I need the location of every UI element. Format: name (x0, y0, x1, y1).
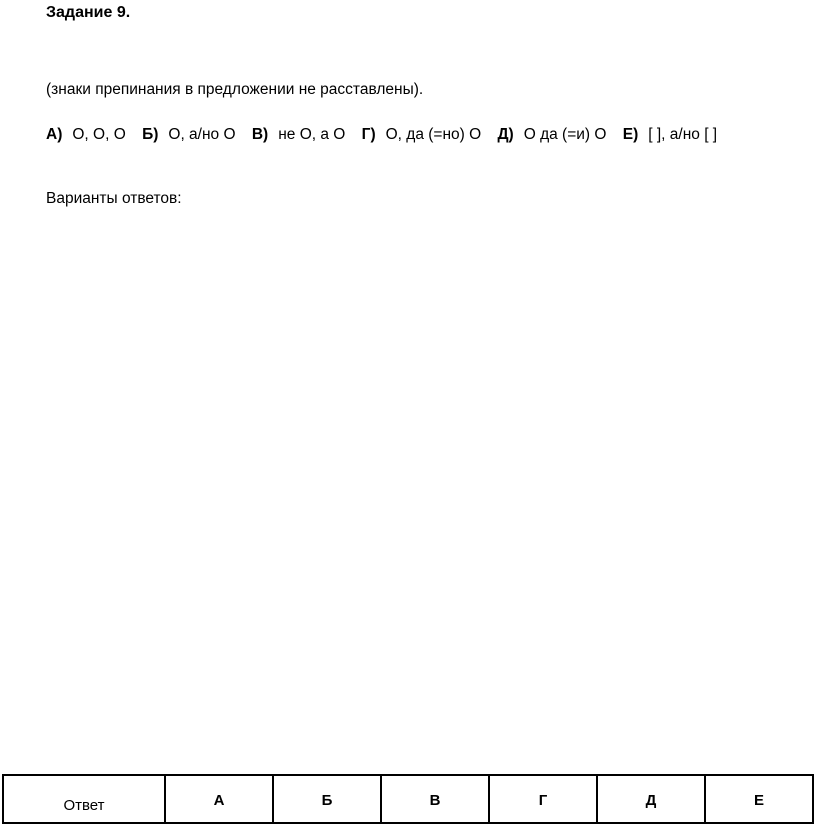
options-list (46, 124, 736, 145)
option-letter: Е) (622, 126, 639, 143)
variants-label: Варианты ответов: (46, 190, 182, 207)
option-g (362, 126, 482, 143)
option-letter: Д) (497, 126, 514, 143)
option-letter: А) (46, 126, 63, 143)
answer-cell-v[interactable]: В (381, 775, 489, 823)
option-scheme: О да (=и) О (523, 126, 607, 143)
answer-cell-b[interactable]: Б (273, 775, 381, 823)
option-scheme: не О, а О (278, 126, 346, 143)
option-v (252, 126, 346, 143)
punctuation-note: (знаки препинания в предложении не расставлены). (46, 81, 424, 98)
answer-cell-a[interactable]: А (165, 775, 273, 823)
option-a (46, 126, 126, 143)
task-title: Задание 9. (46, 4, 131, 21)
answer-label-cell: Ответ (3, 775, 165, 823)
option-e (623, 126, 717, 143)
option-scheme: О, да (=но) О (385, 126, 482, 143)
option-letter: В) (251, 126, 269, 143)
option-letter: Г) (361, 126, 376, 143)
option-b (142, 126, 235, 143)
answer-cell-g[interactable]: Г (489, 775, 597, 823)
answer-row (3, 775, 813, 823)
option-scheme: О, О, О (72, 126, 126, 143)
answer-cell-e[interactable]: Е (705, 775, 813, 823)
answer-cell-d[interactable]: Д (597, 775, 705, 823)
answer-table (2, 774, 814, 824)
option-d (497, 126, 606, 143)
option-letter: Б) (142, 126, 159, 143)
option-scheme: О, а/но О (168, 126, 236, 143)
option-scheme: [ ], а/но [ ] (648, 126, 718, 143)
